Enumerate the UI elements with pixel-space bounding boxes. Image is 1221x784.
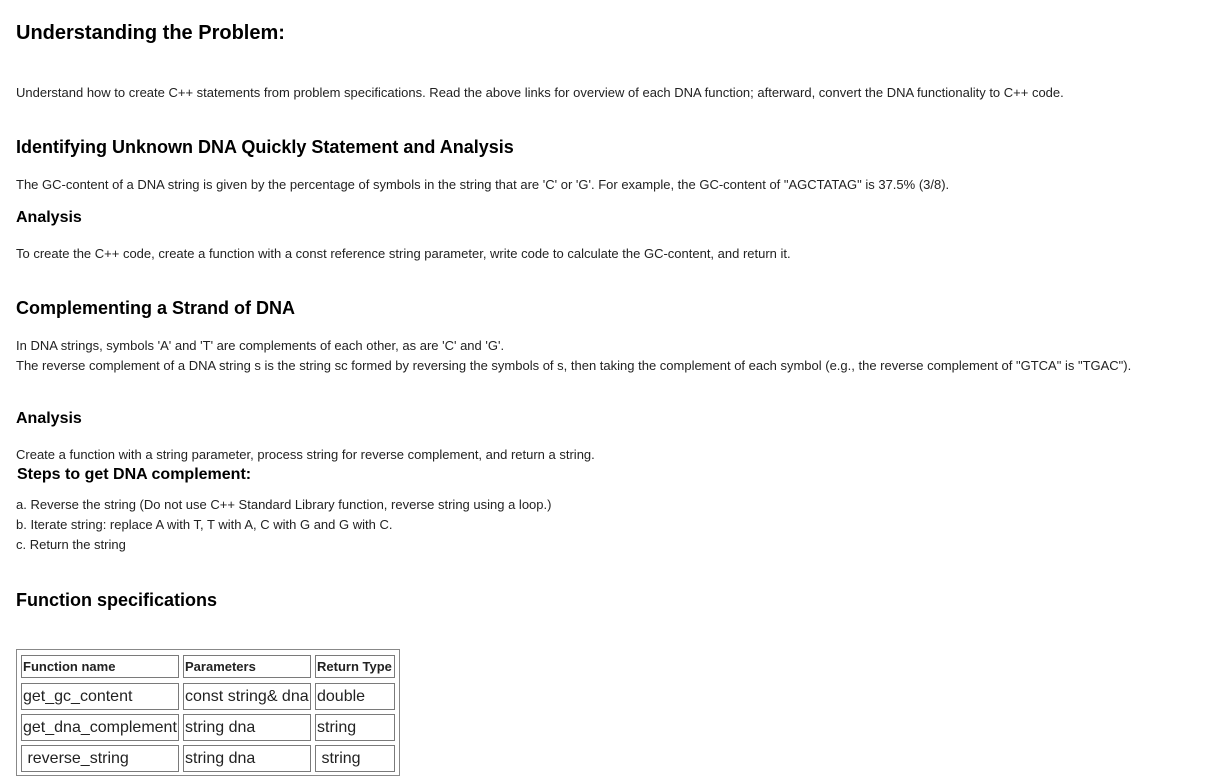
- table-header-cell: Parameters: [183, 655, 311, 678]
- analysis-heading-1: Analysis: [16, 209, 82, 226]
- complement-line-2: The reverse complement of a DNA string s is the string sc formed by reversing the symbols of s, then taking the complement of each symbol (e.g., the reverse complement of "GTCA" is "TGAC").: [16, 358, 1132, 373]
- complement-analysis-paragraph: Create a function with a string parameter, process string for reverse complement, and return a string.: [16, 447, 595, 462]
- table-cell: get_gc_content: [21, 683, 179, 710]
- table-header-cell: Return Type: [315, 655, 395, 678]
- step-item: a. Reverse the string (Do not use C++ Standard Library function, reverse string using a loop.): [16, 497, 552, 512]
- table-cell: reverse_string: [21, 745, 179, 772]
- complement-section-heading: Complementing a Strand of DNA: [16, 298, 296, 318]
- step-item: b. Iterate string: replace A with T, T with A, C with G and G with C.: [16, 517, 393, 532]
- table-header-cell: Function name: [21, 655, 179, 678]
- step-item: c. Return the string: [16, 537, 126, 552]
- table-cell: string dna: [183, 714, 311, 741]
- table-cell: get_dna_complement: [21, 714, 179, 741]
- table-cell: double: [315, 683, 395, 710]
- gc-description: The GC-content of a DNA string is given by the percentage of symbols in the string that are 'C' or 'G'. For example, the GC-content of "AGCTATAG" is 37.5% (3/8).: [16, 177, 950, 192]
- table-cell: string: [315, 714, 395, 741]
- gc-analysis-paragraph: To create the C++ code, create a function with a const reference string parameter, write code to calculate the GC-content, and return it.: [16, 246, 791, 261]
- intro-paragraph: Understand how to create C++ statements from problem specifications. Read the above links for overview of each DNA function; afterward, convert the DNA functionality to C++ code.: [16, 85, 1064, 100]
- steps-heading: Steps to get DNA complement:: [17, 466, 252, 483]
- analysis-heading-2: Analysis: [16, 410, 82, 427]
- page-title: Understanding the Problem:: [16, 22, 285, 44]
- function-specs-heading: Function specifications: [16, 590, 218, 610]
- table-cell: string dna: [183, 745, 311, 772]
- table-cell: const string& dna: [183, 683, 311, 710]
- function-spec-table: [16, 649, 400, 776]
- gc-section-heading: Identifying Unknown DNA Quickly Statement and Analysis: [16, 137, 514, 157]
- complement-line-1: In DNA strings, symbols 'A' and 'T' are complements of each other, as are 'C' and 'G'.: [16, 338, 505, 353]
- table-cell: string: [315, 745, 395, 772]
